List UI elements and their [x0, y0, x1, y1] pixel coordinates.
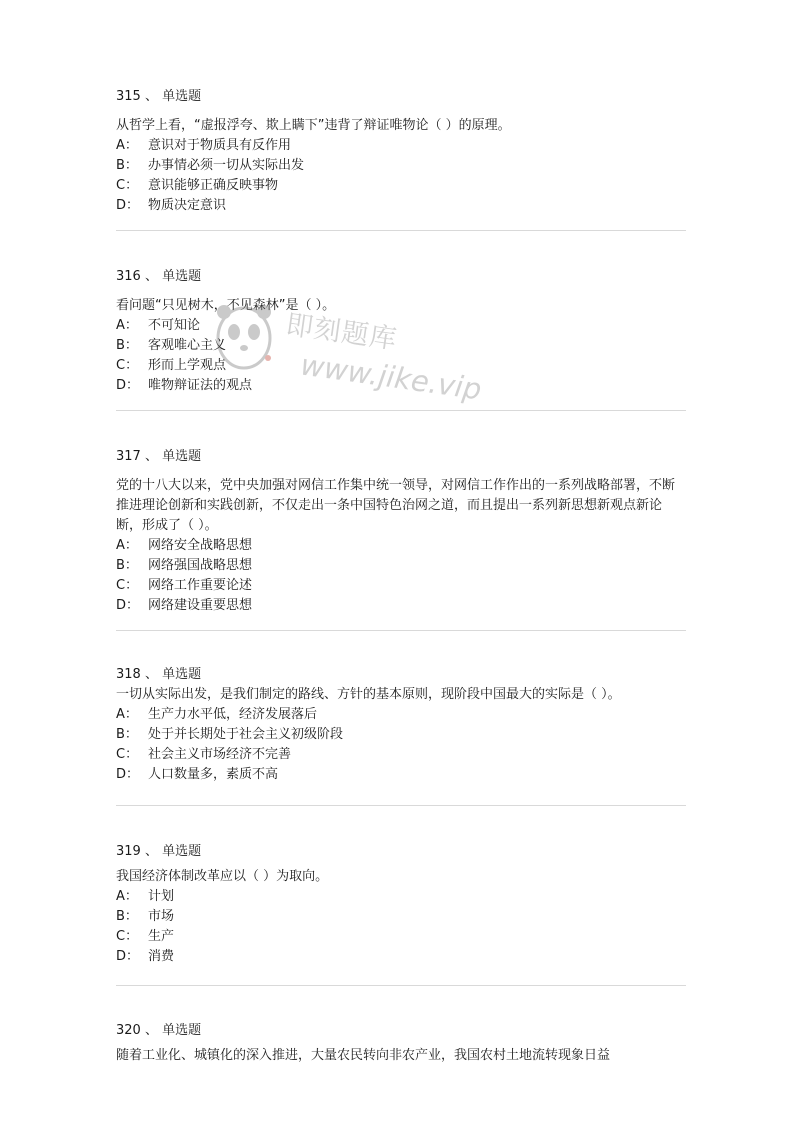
question-block — [116, 447, 686, 616]
question-type: 单选题 — [162, 89, 202, 104]
divider — [116, 805, 686, 806]
option-key: C： — [116, 358, 139, 373]
option-b — [116, 725, 686, 745]
option-key: B： — [116, 158, 138, 173]
option-d — [116, 765, 686, 785]
option-text: 计划 — [148, 889, 175, 904]
question-number: 316 、 — [116, 269, 158, 284]
divider — [116, 985, 686, 986]
divider — [116, 630, 686, 631]
option-b — [116, 156, 686, 176]
option-text: 意识对于物质具有反作用 — [148, 138, 292, 153]
option-text: 唯物辩证法的观点 — [148, 378, 253, 393]
option-a — [116, 705, 686, 725]
option-text: 生产 — [148, 929, 175, 944]
option-key: A： — [116, 889, 138, 904]
question-number: 315 、 — [116, 89, 158, 104]
option-key: C： — [116, 178, 139, 193]
option-c — [116, 576, 686, 596]
option-key: A： — [116, 538, 138, 553]
question-header — [116, 842, 686, 862]
option-text: 客观唯心主义 — [148, 338, 227, 353]
option-text: 网络工作重要论述 — [148, 578, 253, 593]
question-stem: 随着工业化、城镇化的深入推进，大量农民转向非农产业，我国农村土地流转现象日益 — [116, 1048, 611, 1063]
option-d — [116, 196, 686, 216]
question-type: 单选题 — [162, 844, 202, 859]
option-text: 意识能够正确反映事物 — [148, 178, 279, 193]
option-text: 网络强国战略思想 — [148, 558, 253, 573]
question-block — [116, 842, 686, 967]
option-text: 社会主义市场经济不完善 — [148, 747, 292, 762]
option-text: 办事情必须一切从实际出发 — [148, 158, 305, 173]
option-b — [116, 556, 686, 576]
question-block — [116, 267, 686, 396]
option-key: A： — [116, 707, 138, 722]
option-key: B： — [116, 558, 138, 573]
question-stem: 看问题“只见树木，不见森林”是（ ）。 — [116, 298, 336, 313]
divider — [116, 410, 686, 411]
option-key: D： — [116, 949, 140, 964]
option-text: 网络建设重要思想 — [148, 598, 253, 613]
option-c — [116, 356, 686, 376]
option-d — [116, 376, 686, 396]
question-type: 单选题 — [162, 269, 202, 284]
option-key: D： — [116, 598, 140, 613]
option-text: 处于并长期处于社会主义初级阶段 — [148, 727, 344, 742]
option-key: C： — [116, 578, 139, 593]
question-stem: 从哲学上看，“虚报浮夸、欺上瞒下”违背了辩证唯物论（ ）的原理。 — [116, 118, 511, 133]
option-c — [116, 927, 686, 947]
question-block — [116, 665, 686, 785]
question-type: 单选题 — [162, 667, 202, 682]
question-header — [116, 447, 686, 467]
option-text: 生产力水平低，经济发展落后 — [148, 707, 318, 722]
question-header — [116, 267, 686, 287]
option-a — [116, 316, 686, 336]
question-header — [116, 1021, 686, 1041]
watermark-url: www.jike.vip — [298, 347, 484, 407]
option-key: D： — [116, 198, 140, 213]
option-d — [116, 596, 686, 616]
option-text: 人口数量多，素质不高 — [148, 767, 279, 782]
question-block — [116, 1021, 686, 1066]
question-header — [116, 665, 686, 685]
question-number: 317 、 — [116, 449, 158, 464]
option-key: A： — [116, 318, 138, 333]
question-block — [116, 87, 686, 216]
option-key: B： — [116, 909, 138, 924]
watermark-name: 即刻题库 — [283, 309, 400, 356]
option-key: B： — [116, 727, 138, 742]
option-c — [116, 745, 686, 765]
option-key: C： — [116, 747, 139, 762]
option-a — [116, 136, 686, 156]
option-key: D： — [116, 378, 140, 393]
question-number: 319 、 — [116, 844, 158, 859]
question-header — [116, 87, 686, 107]
option-a — [116, 887, 686, 907]
question-number: 318 、 — [116, 667, 158, 682]
option-key: B： — [116, 338, 138, 353]
option-key: A： — [116, 138, 138, 153]
option-text: 消费 — [148, 949, 175, 964]
option-key: D： — [116, 767, 140, 782]
question-stem: 一切从实际出发，是我们制定的路线、方针的基本原则，现阶段中国最大的实际是（ ）。 — [116, 687, 621, 702]
option-text: 物质决定意识 — [148, 198, 227, 213]
question-stem: 党的十八大以来，党中央加强对网信工作集中统一领导，对网信工作作出的一系列战略部署，不断推进理论创新和实践创新，不仅走出一条中国特色治网之道，而且提出一系列新思想新观点新论断，形成了（ ）。 — [116, 478, 676, 533]
question-stem: 我国经济体制改革应以（ ）为取向。 — [116, 869, 329, 884]
option-a — [116, 536, 686, 556]
option-text: 网络安全战略思想 — [148, 538, 253, 553]
option-d — [116, 947, 686, 967]
option-text: 不可知论 — [148, 318, 201, 333]
option-b — [116, 336, 686, 356]
divider — [116, 230, 686, 231]
option-key: C： — [116, 929, 139, 944]
option-c — [116, 176, 686, 196]
question-type: 单选题 — [162, 449, 202, 464]
question-number: 320 、 — [116, 1023, 158, 1038]
option-b — [116, 907, 686, 927]
question-type: 单选题 — [162, 1023, 202, 1038]
option-text: 市场 — [148, 909, 175, 924]
option-text: 形而上学观点 — [148, 358, 227, 373]
